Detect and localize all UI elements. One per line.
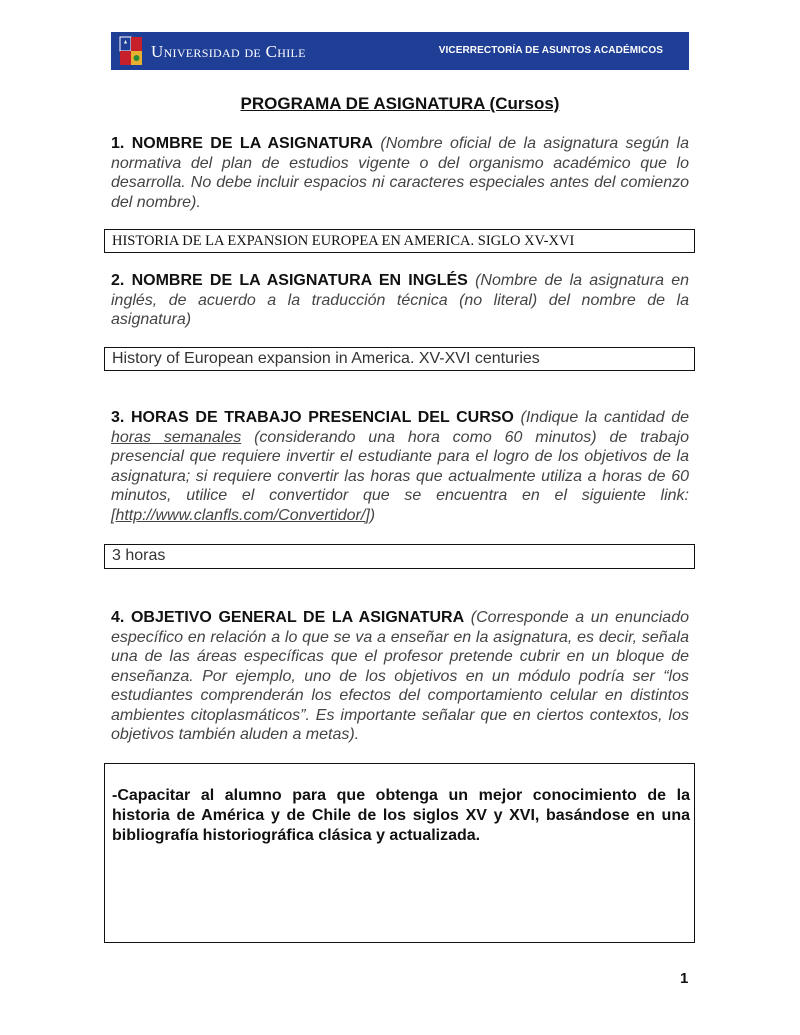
converter-link[interactable]: http://www.clanfls.com/Convertidor/ xyxy=(115,506,366,524)
section-1 xyxy=(111,134,689,212)
section-4-note: (Corresponde a un enunciado específico en relación a lo que se va a enseñar en la asignatura, es decir, señala una de las áreas específicas que el profesor pretende cubrir en un bloque de enseñanza. Por ejemplo, uno de los objetivos en un módulo podría ser “los estudiantes comprenderán los efectos del comportamiento celular en distintos ambientes citoplasmáticos”. Es importante señalar que en ciertos contextos, los objetivos también aluden a metas). xyxy=(111,609,689,743)
section-3-note-underlined: horas semanales xyxy=(111,428,242,446)
objective-value: -Capacitar al alumno para que obtenga un mejor conocimiento de la historia de América y de Chile de los siglos XV y XVI, basándose en una bibliografía historiográfica clásica y actualizada. xyxy=(112,787,690,844)
section-1-heading: 1. NOMBRE DE LA ASIGNATURA xyxy=(111,135,373,152)
course-name-value: HISTORIA DE LA EXPANSION EUROPEA EN AMERICA. SIGLO XV-XVI xyxy=(112,233,575,249)
section-3-note-a: (Indique la cantidad de xyxy=(520,409,689,426)
section-4 xyxy=(111,608,689,745)
course-name-field[interactable] xyxy=(104,229,695,253)
section-2-heading: 2. NOMBRE DE LA ASIGNATURA EN INGLÉS xyxy=(111,272,468,289)
hours-field[interactable] xyxy=(104,544,695,569)
section-3-note-c: ]) xyxy=(365,506,376,524)
section-2-note: (Nombre de la asignatura en inglés, de acuerdo a la traducción técnica (no literal) del nombre de la asignatura) xyxy=(111,272,689,328)
section-2 xyxy=(111,271,689,330)
university-crest-icon xyxy=(116,34,146,68)
section-3 xyxy=(111,408,689,525)
objective-field[interactable] xyxy=(104,763,695,943)
university-name: Universidad de Chile xyxy=(151,42,306,61)
office-name: VICERRECTORÍA DE ASUNTOS ACADÉMICOS xyxy=(438,45,663,56)
page-title: PROGRAMA DE ASIGNATURA (Cursos) xyxy=(240,94,560,113)
english-name-value: History of European expansion in America. XV-XVI centuries xyxy=(112,350,540,367)
section-1-note: (Nombre oficial de la asignatura según la normativa del plan de estudios vigente o del organismo académico que lo desarrolla. No debe incluir espacios ni caracteres especiales antes del comienzo del nombre). xyxy=(111,135,690,211)
section-3-note-b: (considerando una hora como 60 minutos) de trabajo presencial que requiere invertir el estudiante para el logro de los objetivos de la asignatura; si requiere convertir las horas que actualmente utiliza a horas de 60 minutos, utilice el convertidor que se encuentra en el siguiente link: [ xyxy=(111,428,690,524)
section-3-heading: 3. HORAS DE TRABAJO PRESENCIAL DEL CURSO xyxy=(111,409,514,426)
section-4-heading: 4. OBJETIVO GENERAL DE LA ASIGNATURA xyxy=(111,609,465,626)
hours-value: 3 horas xyxy=(112,547,166,564)
english-name-field[interactable] xyxy=(104,347,695,371)
page-number: 1 xyxy=(680,970,689,987)
header-banner xyxy=(111,32,689,70)
